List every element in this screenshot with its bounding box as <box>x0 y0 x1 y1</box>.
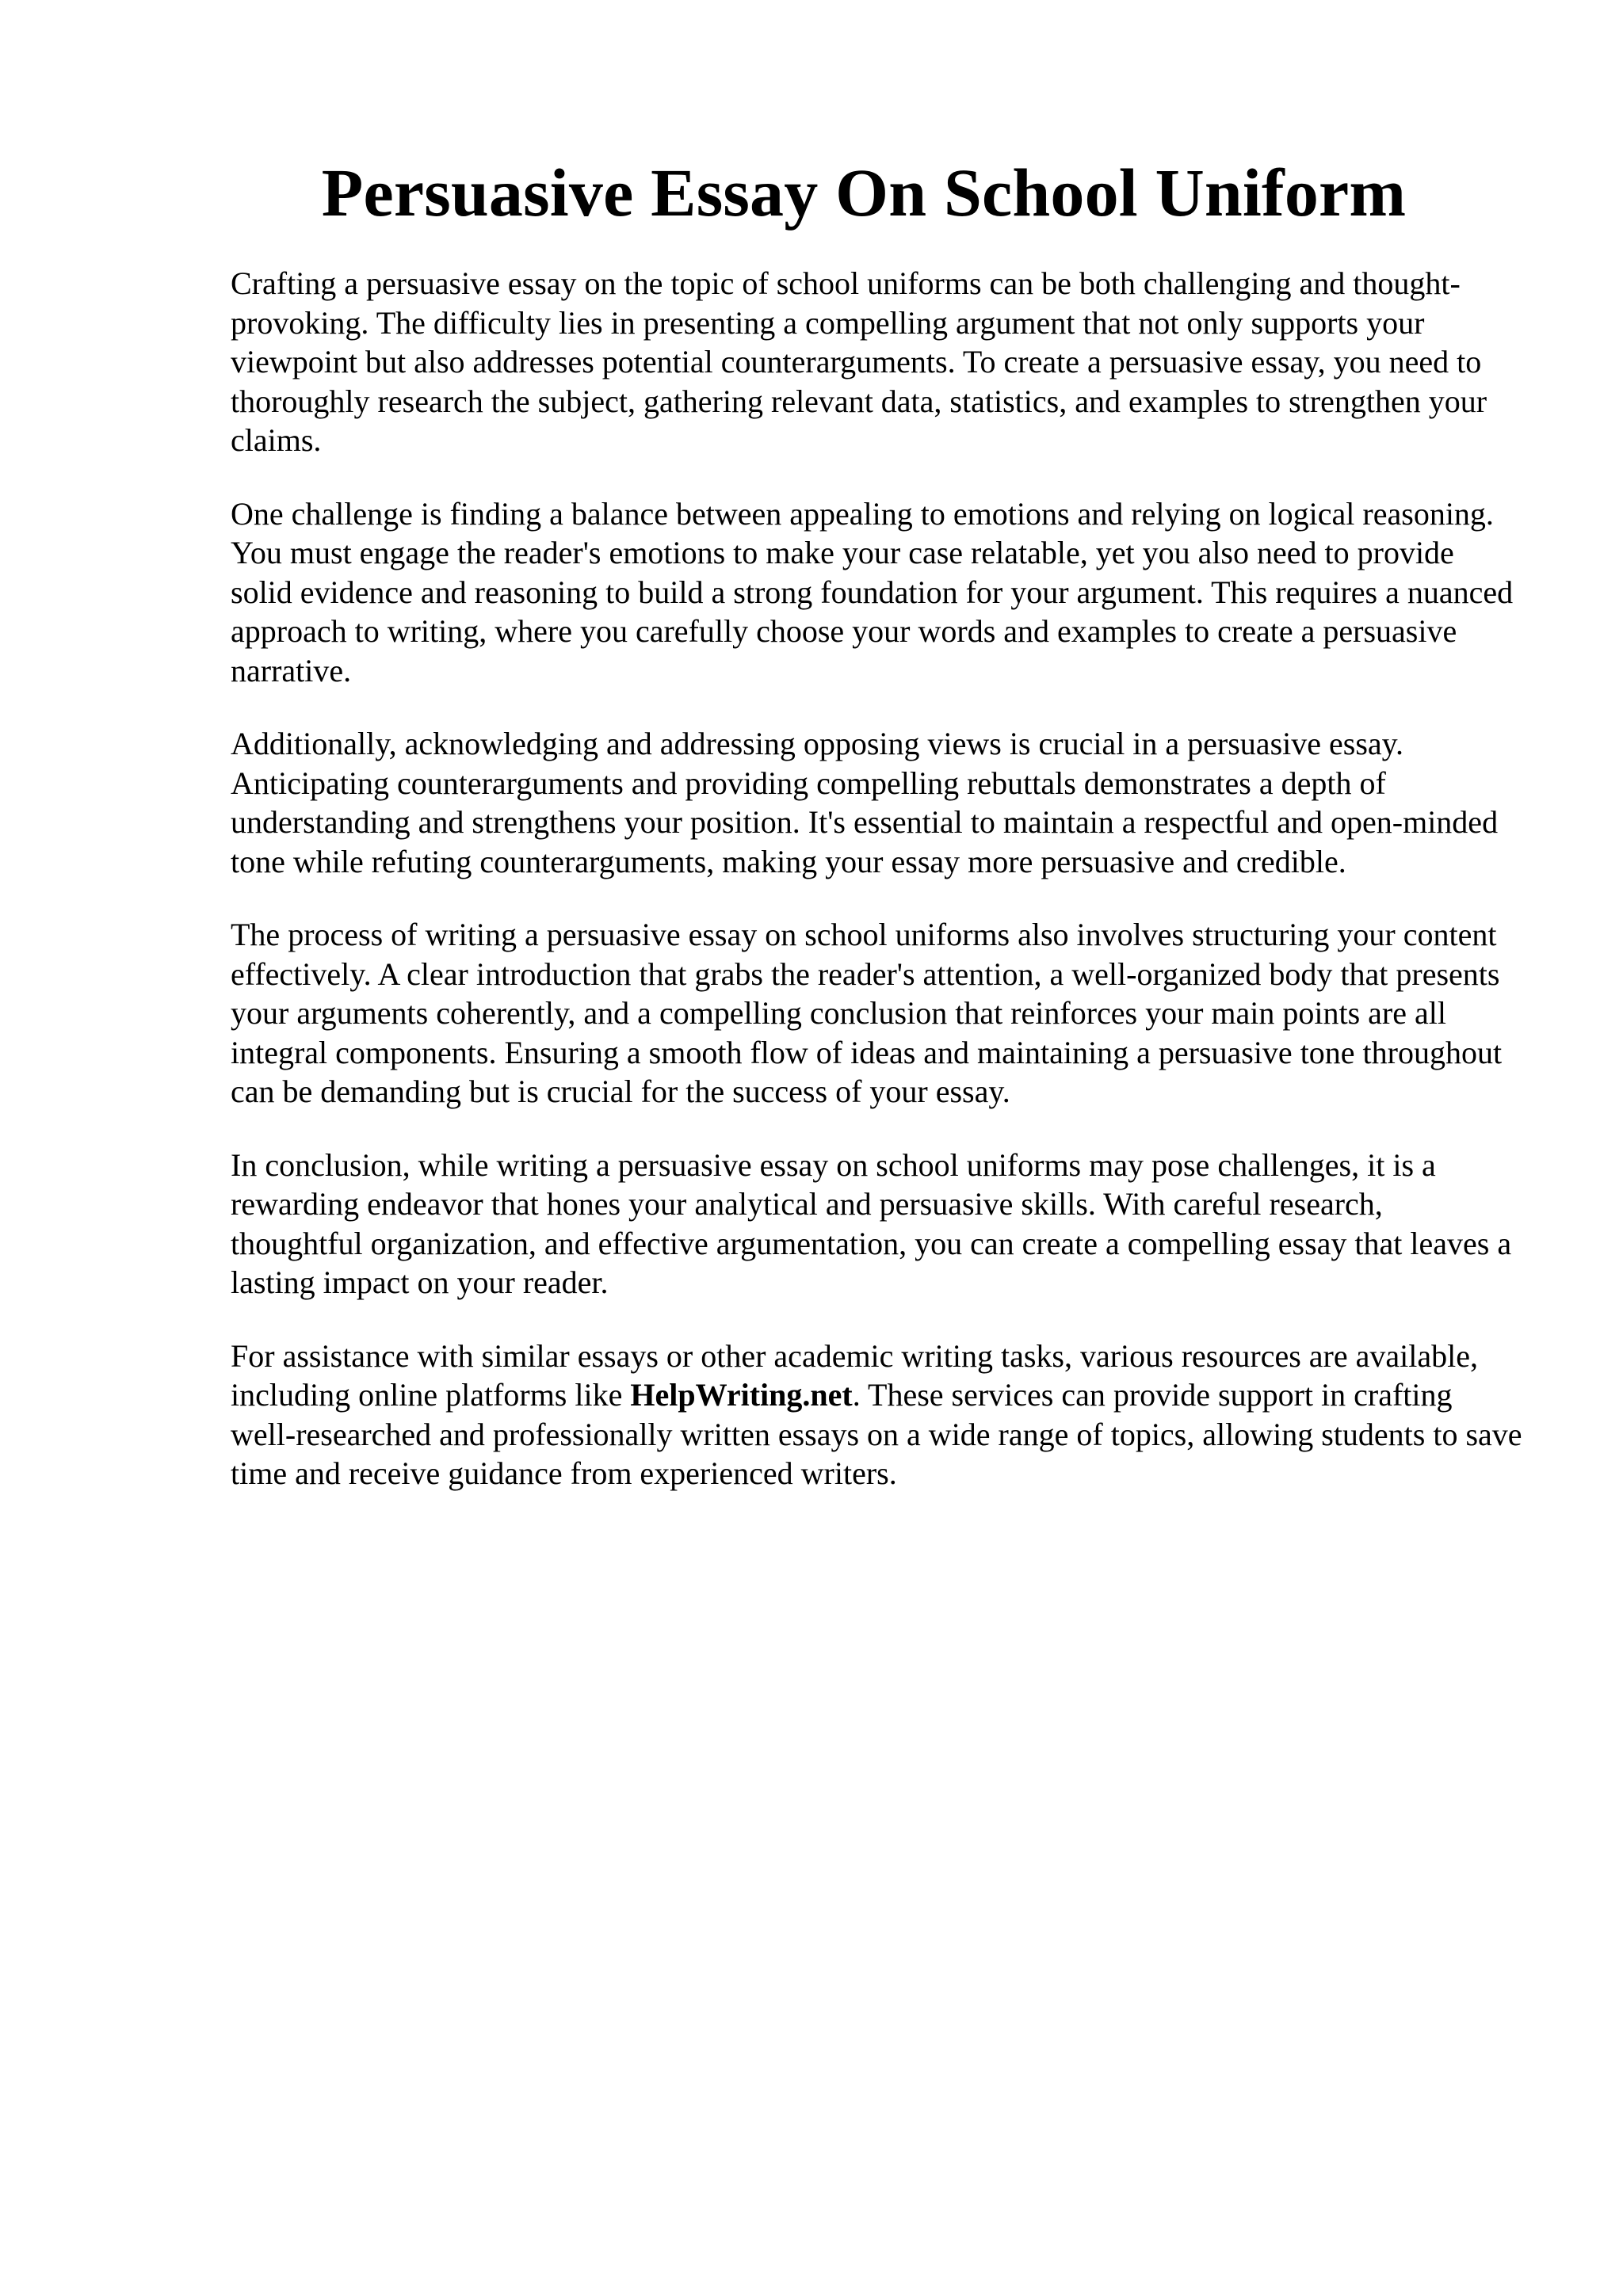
assistance-text-after-link: . These services can provide support in crafting well-researched and professionally written essays on a wide range of topics, allowing students to save time and receive guidance from experienced writers. <box>231 1377 1522 1491</box>
paragraph-opposing-views: Additionally, acknowledging and addressing opposing views is crucial in a persuasive essay. Anticipating counterarguments and providing compelling rebuttals demonstrates a depth of understanding and strengthens your position. It's essential to maintain a respectful and open-minded tone while refuting counterarguments, making your essay more persuasive and credible. <box>231 726 1499 879</box>
document-title: Persuasive Essay On School Uniform <box>321 154 1407 231</box>
helpwriting-link[interactable]: HelpWriting.net <box>630 1377 853 1413</box>
paragraph-conclusion: In conclusion, while writing a persuasive essay on school uniforms may pose challenges, it is a rewarding endeavor that hones your analytical and persuasive skills. With careful research, thoughtful organization, and effective argumentation, you can create a compelling essay that leaves a lasting impact on your reader. <box>231 1146 1512 1300</box>
assistance-text-before-link: For assistance with similar essays or other academic writing tasks, various resources are available, including online platforms like <box>231 1337 1478 1413</box>
paragraph-intro: Crafting a persuasive essay on the topic of school uniforms can be both challenging and thought-provoking. The difficulty lies in presenting a compelling argument that not only supports your viewpoint but also addresses potential counterarguments. To create a persuasive essay, you need to thoroughly research the subject, gathering relevant data, statistics, and examples to strengthen your claims. <box>231 265 1487 458</box>
paragraph-balance: One challenge is finding a balance between appealing to emotions and relying on logical reasoning. You must engage the reader's emotions to make your case relatable, yet you also need to provide solid evidence and reasoning to build a strong foundation for your argument. This requires a nuanced approach to writing, where you carefully choose your words and examples to create a persuasive narrative. <box>231 495 1514 688</box>
paragraph-assistance <box>231 1337 1522 1493</box>
document-body <box>231 264 1522 1527</box>
paragraph-structure: The process of writing a persuasive essay on school uniforms also involves structuring your content effectively. A clear introduction that grabs the reader's attention, a well-organized body that presents your arguments coherently, and a compelling conclusion that reinforces your main points are all integral components. Ensuring a smooth flow of ideas and maintaining a persuasive tone throughout can be demanding but is crucial for the success of your essay. <box>231 917 1503 1109</box>
